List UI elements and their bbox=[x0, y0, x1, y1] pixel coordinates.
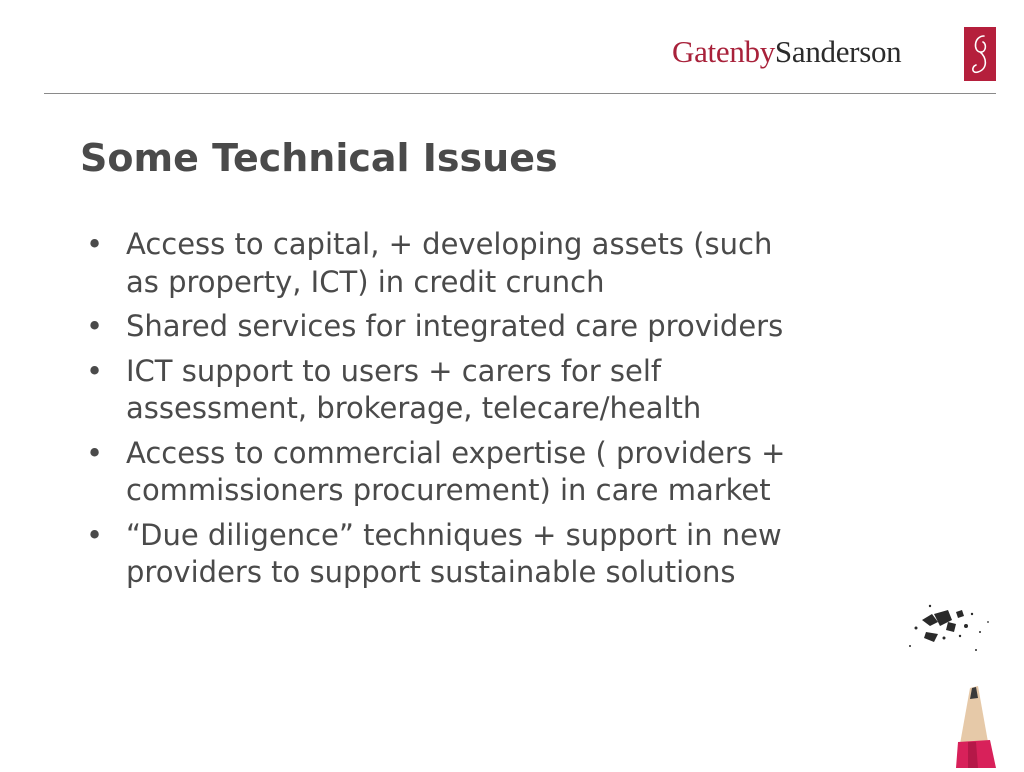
slide-title: Some Technical Issues bbox=[80, 136, 558, 180]
bullet-text-line2: commissioners procurement) in care market bbox=[126, 473, 771, 507]
slide-header bbox=[0, 0, 1024, 94]
g-monogram-icon bbox=[964, 27, 996, 81]
bullet-text-line1: ICT support to users + carers for self bbox=[126, 353, 662, 388]
bullet-marker: • bbox=[86, 227, 104, 261]
bullet-marker: • bbox=[86, 353, 104, 388]
company-logo-wordmark bbox=[672, 34, 901, 70]
list-item bbox=[86, 435, 926, 510]
list-item bbox=[86, 308, 926, 346]
bullet-text-line2: assessment, brokerage, telecare/health bbox=[126, 391, 702, 425]
bullet-list bbox=[86, 226, 926, 599]
bullet-text-line2: as property, ICT) in credit crunch bbox=[126, 264, 605, 299]
logo-sanderson-text: Sanderson bbox=[774, 34, 902, 69]
bullet-text-line1: “Due diligence” techniques + support in new bbox=[126, 517, 782, 552]
list-item bbox=[86, 353, 926, 428]
bullet-text-line2: providers to support sustainable solutions bbox=[126, 555, 736, 589]
list-item bbox=[86, 226, 926, 301]
header-divider bbox=[44, 93, 996, 94]
bullet-text-line1: Access to commercial expertise ( providers + bbox=[126, 435, 786, 470]
bullet-marker: • bbox=[86, 435, 104, 470]
pencil-shavings-icon bbox=[900, 592, 1024, 768]
bullet-marker: • bbox=[86, 309, 104, 343]
logo-gatenby-text: Gatenby bbox=[672, 34, 775, 69]
bullet-text-line1: Access to capital, + developing assets (such bbox=[126, 227, 773, 261]
list-item bbox=[86, 517, 926, 592]
bullet-marker: • bbox=[86, 517, 104, 552]
bullet-text-line1: Shared services for integrated care providers bbox=[126, 309, 784, 343]
